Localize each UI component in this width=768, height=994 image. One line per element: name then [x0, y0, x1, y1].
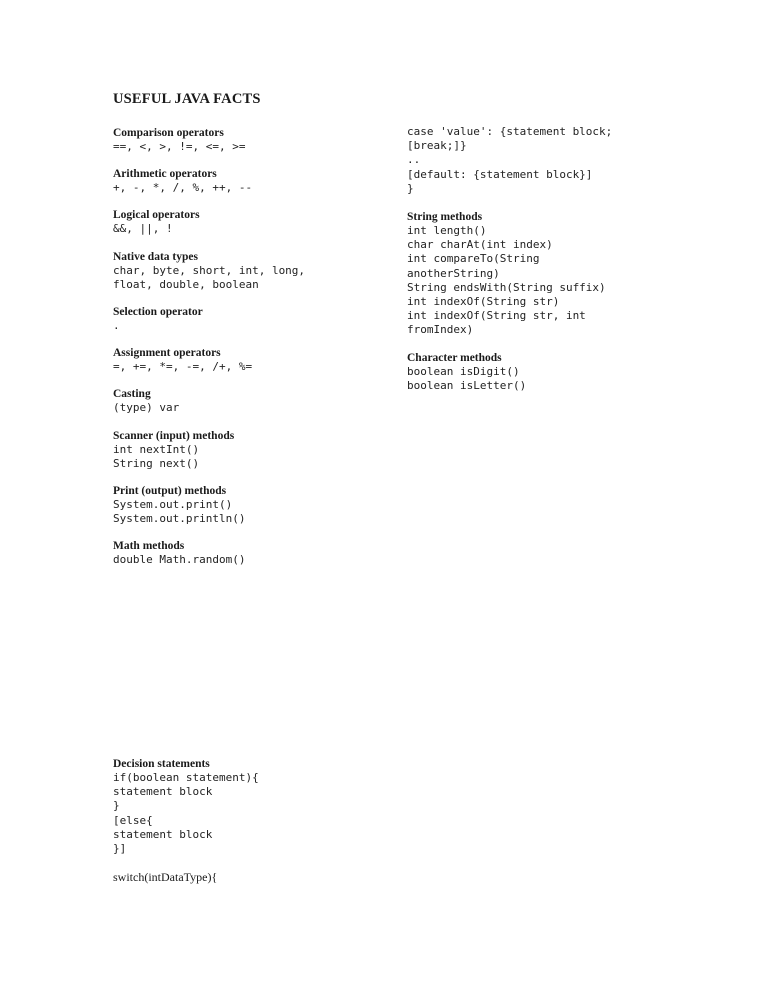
section-line: }] [113, 842, 127, 856]
section-heading: Selection operator [113, 306, 203, 319]
section-selection-operator [113, 305, 403, 333]
section-native-data-types [113, 250, 403, 292]
section-line: . [113, 319, 120, 333]
section-heading: Logical operators [113, 209, 200, 222]
section-character-methods [407, 351, 707, 393]
section-line: } [407, 181, 414, 195]
section-line: int nextInt() [113, 442, 200, 456]
section-line: int compareTo(String [407, 252, 540, 266]
section-line: String endsWith(String suffix) [407, 280, 606, 294]
right-column [407, 125, 707, 406]
section-line: statement block [113, 827, 213, 841]
section-logical-operators [113, 208, 403, 236]
section-line: [default: {statement block}] [407, 167, 593, 181]
section-line: } [113, 799, 120, 813]
section-line: statement block [113, 785, 213, 799]
section-line: float, double, boolean [113, 277, 259, 291]
section-math-methods [113, 539, 403, 567]
section-line: String next() [113, 456, 200, 470]
section-heading: Decision statements [113, 758, 210, 770]
section-heading: Print (output) methods [113, 485, 227, 498]
section-line: System.out.print() [113, 498, 233, 512]
section-switch-cases [407, 125, 707, 196]
section-line: if(boolean statement){ [113, 771, 259, 784]
section-heading: Math methods [113, 540, 185, 553]
section-line: int indexOf(String str, int [407, 309, 586, 323]
section-line: [else{ [113, 813, 153, 827]
section-heading: Character methods [407, 351, 502, 364]
section-heading: Arithmetic operators [113, 168, 217, 181]
section-line: +, -, *, /, %, ++, -- [113, 181, 253, 195]
section-line: double Math.random() [113, 553, 246, 567]
section-casting [113, 387, 403, 415]
switch-line: switch(intDataType){ [113, 870, 218, 885]
section-heading: String methods [407, 211, 483, 224]
section-line: fromIndex) [407, 323, 474, 337]
section-line: boolean isDigit() [407, 364, 520, 378]
section-heading: Comparison operators [113, 127, 224, 139]
left-column [113, 126, 403, 581]
section-line: .. [407, 153, 421, 167]
section-line: boolean isLetter() [407, 378, 527, 392]
section-line: int indexOf(String str) [407, 295, 560, 309]
section-arithmetic-operators [113, 167, 403, 195]
page-title: USEFUL JAVA FACTS [113, 91, 261, 107]
section-heading: Native data types [113, 250, 198, 263]
section-print-methods [113, 484, 403, 526]
section-heading: Casting [113, 388, 151, 401]
section-heading: Scanner (input) methods [113, 429, 235, 442]
section-line: ==, <, >, !=, <=, >= [113, 140, 246, 153]
section-comparison-operators [113, 126, 403, 154]
section-line: anotherString) [407, 266, 500, 280]
section-assignment-operators [113, 346, 403, 374]
section-scanner-methods [113, 429, 403, 471]
section-line: case 'value': {statement block; [407, 125, 613, 138]
section-line: =, +=, *=, -=, /+, %= [113, 360, 253, 374]
section-line: char charAt(int index) [407, 238, 553, 252]
section-string-methods [407, 210, 707, 338]
section-line: char, byte, short, int, long, [113, 263, 306, 277]
section-heading: Assignment operators [113, 347, 221, 360]
section-line: (type) var [113, 401, 180, 415]
section-line: int length() [407, 224, 487, 238]
section-line: [break;]} [407, 139, 467, 153]
section-line: &&, ||, ! [113, 222, 173, 236]
section-line: System.out.println() [113, 512, 246, 526]
decision-statements [113, 757, 403, 884]
